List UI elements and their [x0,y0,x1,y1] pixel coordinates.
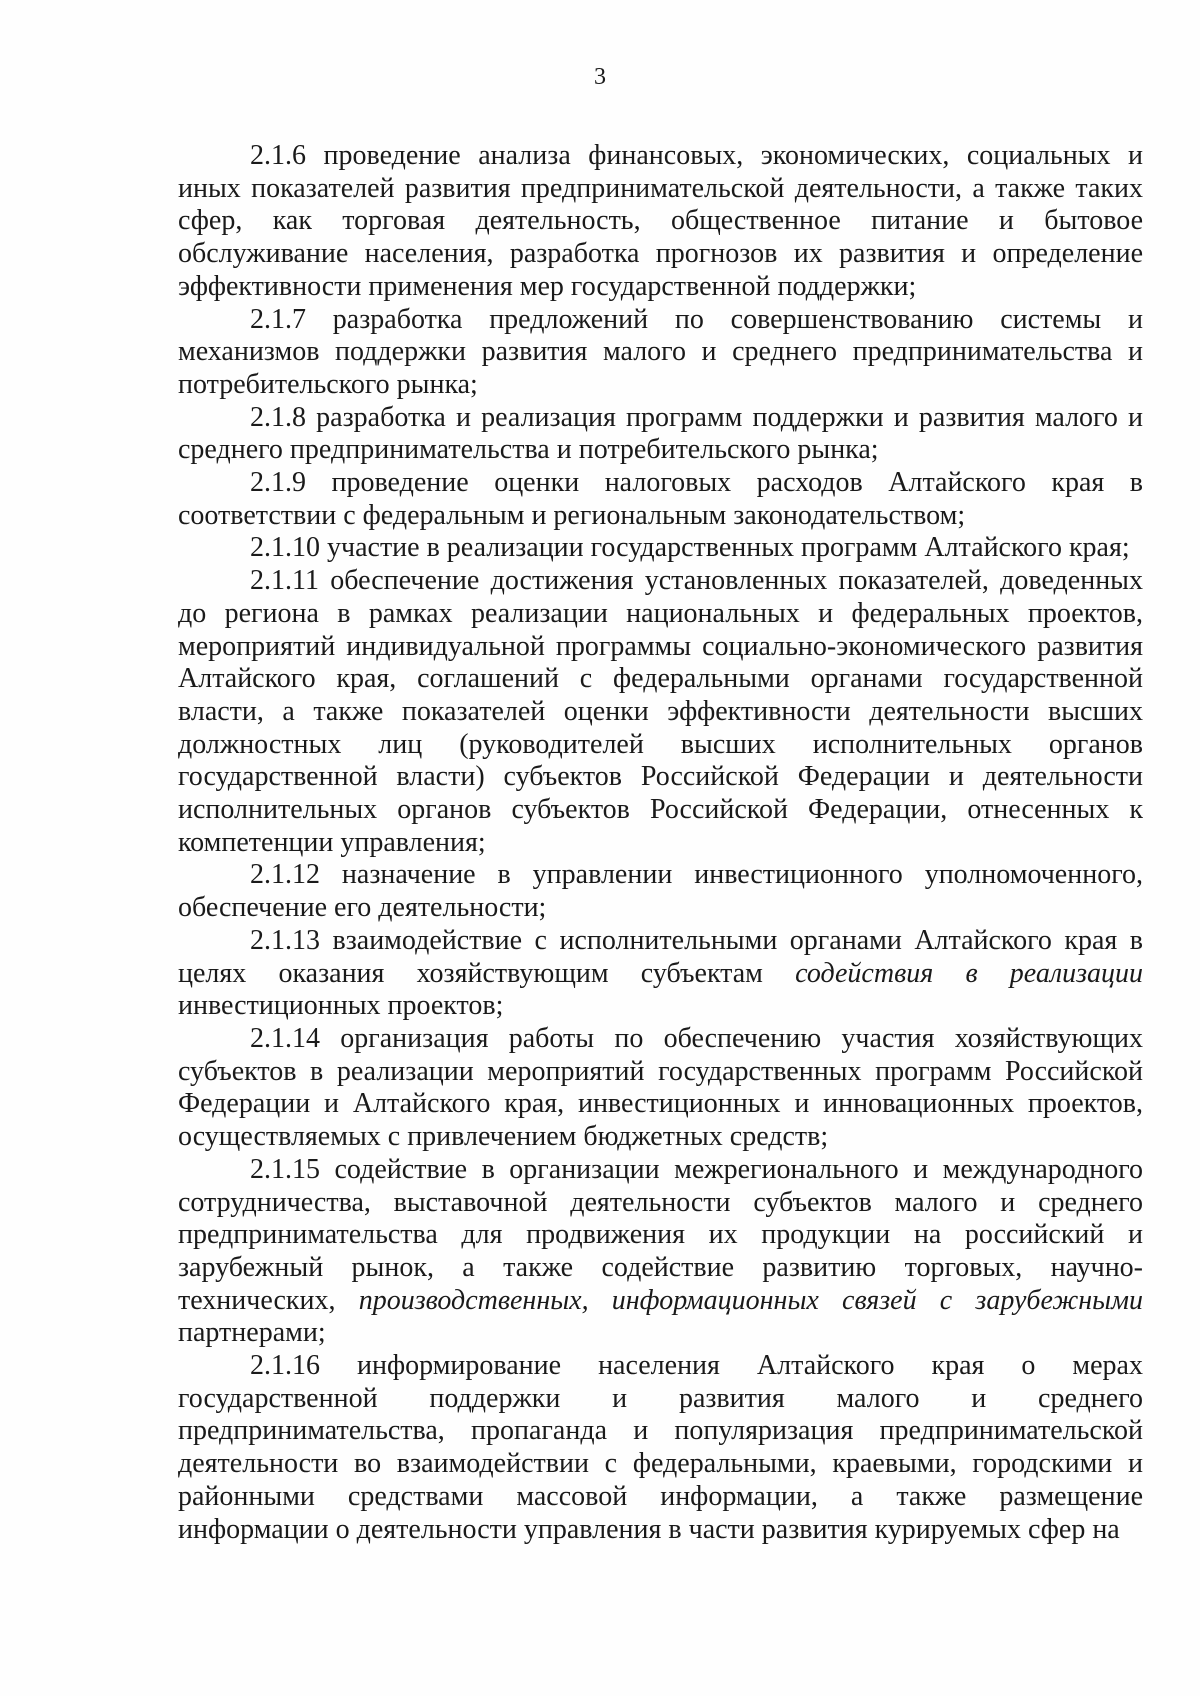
paragraph-2-1-15 [178,1154,1143,1350]
paragraph-2-1-12: 2.1.12 назначение в управлении инвестиционного уполномоченного, обеспечение его деятельности; [178,859,1143,924]
paragraph-2-1-15-part-2: партнерами; [178,1317,326,1349]
paragraph-2-1-7: 2.1.7 разработка предложений по совершенствованию системы и механизмов поддержки развития малого и среднего предпринимательства и потребительского рынка; [178,303,1143,400]
paragraph-2-1-11: 2.1.11 обеспечение достижения установленных показателей, доведенных до региона в рамках реализации национальных и федеральных проектов, мероприятий индивидуальной программы социально-экономического развития Алтайского края, соглашений с федеральными органами государственной власти, а также показателей оценки эффективности деятельности высших должностных лиц (руководителей высших исполнительных органов государственной власти) субъектов Российской Федерации и деятельности исполнительных органов субъектов Российской Федерации, отнесенных к компетенции управления; [178,565,1143,858]
paragraph-2-1-16: 2.1.16 информирование населения Алтайского края о мерах государственной поддержки и развития малого и среднего предпринимательства, пропаганда и популяризация предпринимательской деятельности во взаимодействии с федеральными, краевыми, городскими и районными средствами массовой информации, а также размещение информации о деятельности управления в части развития курируемых сфер на [178,1350,1143,1545]
paragraph-2-1-13-part-1: 2.1.13 взаимодействие с исполнительными органами Алтайского края в целях оказания хозяйствующим субъектам [178,924,1143,989]
paragraph-2-1-8: 2.1.8 разработка и реализация программ поддержки и развития малого и среднего предпринимательства и потребительского рынка; [178,401,1143,466]
paragraph-2-1-15-part-1: 2.1.15 содействие в организации межрегионального и международного сотрудничества, выставочной деятельности субъектов малого и среднего предпринимательства для продвижения их продукции на российский и зарубежный рынок, а также содействие развитию торговых, научно-технических, [178,1153,1143,1316]
paragraph-2-1-14: 2.1.14 организация работы по обеспечению участия хозяйствующих субъектов в реализации мероприятий государственных программ Российской Федерации и Алтайского края, инвестиционных и инновационных проектов, осуществляемых с привлечением бюджетных средств; [178,1022,1143,1153]
paragraph-2-1-9: 2.1.9 проведение оценки налоговых расходов Алтайского края в соответствии с федеральным и региональным законодательством; [178,467,1143,531]
paragraph-2-1-13 [178,925,1143,1023]
paragraph-2-1-15-italic: производственных, информационных связей с зарубежными [358,1284,1143,1316]
document-body [178,140,1143,1546]
paragraph-2-1-6: 2.1.6 проведение анализа финансовых, экономических, социальных и иных показателей развития предпринимательской деятельности, а также таких сфер, как торговая деятельность, общественное питание и бытовое обслуживание населения, разработка прогнозов их развития и определение эффективности применения мер государственной поддержки; [178,140,1143,302]
paragraph-2-1-13-part-2: инвестиционных проектов; [178,990,504,1022]
page-number: 3 [594,64,606,90]
paragraph-2-1-13-italic: содействия в реализации [795,957,1144,989]
paragraph-2-1-10: 2.1.10 участие в реализации государственных программ Алтайского края; [250,532,1130,564]
